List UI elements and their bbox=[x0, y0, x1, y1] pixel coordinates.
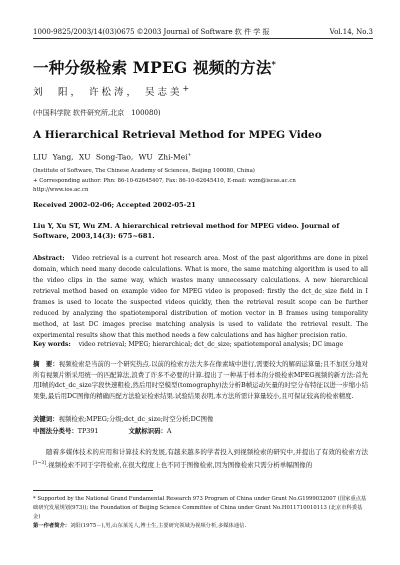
abstract-text: Video retrieval is a current hot research area. Most of the past algorithms are done in pixel domain, which need many decode calculations. What is more, the same matching algorithm is used to all the video clips in the same way, which wastes many unnecessary calculations. A new hierarchical retrieval method based on example video for MPEG video is proposed: firstly the dct_dc_size field in I frames is used to locate the suspected videos quickly, then the retrieval result scope can be further reduced by analyzing the spatiotemporal distribution of motion vector in B frames using temporality method, at last DC images precise matching analysis is used to validate the retrieval result. The experimental results show that this method needs a few calculations and has higher precision ratio. bbox=[33, 255, 368, 339]
body-paragraph: 随着多媒体技术的应用和计算技术的发展,有越来越多的学者投入到视频检索的研究中,并提出了有效的检索方法[1~3].视频检索不同于字符检索,在很大程度上也不同于图像检索,因为图像检索只需分析单幅图像的 bbox=[33, 448, 368, 470]
citation: Liu Y, Xu ST, Wu ZM. A hierarchical retrieval method for MPEG video. Journal of Software, 2003,14(3): 675~681. bbox=[33, 222, 340, 240]
keywords-text: video retrieval; MPEG; hierarchical; dct_dc_size; spatiotemporal analysis; DC image bbox=[78, 341, 344, 348]
corresponding-mark-en: + bbox=[187, 152, 192, 158]
clc-number: 中图法分类号：TP391 bbox=[33, 427, 99, 435]
reference-mark: [1~3] bbox=[33, 461, 47, 466]
funding-footnote: * Supported by the National Grand Fundamental Research 973 Program of China under Grant No.G1999032007 (国家重点基础研究发展规划(973)); the Foundation of Beijing Science Committee of China under Grant No.H011710010113 (北京市科委基金) bbox=[33, 496, 367, 520]
affiliation-chinese: (中国科学院 软件研究所,北京 100080) bbox=[33, 109, 161, 117]
journal-name: ©2003 Journal of Software 软 件 学 报 bbox=[136, 28, 270, 36]
affiliation-english bbox=[33, 167, 296, 196]
abstract-english bbox=[33, 253, 368, 341]
abstract-cn-text: 视频检索是当前的一个研究热点.以前的检索方法大多在像素域中进行,需要较大的解码运算量;且不加区分地对所有视频片断采用统一的匹配算法,浪费了许多不必要的计算.提出了一种基于样本的分级检索MPEG视频的新方法:首先用I帧的dct_dc_size字段快速粗检,然后用时空模型(tomography)法分析B帧运动矢量的时空分布特征以进一步缩小结果集,最后用DC图像的精确匹配方法验证检索结果.试验结果表明,本方法所需计算量较小,且可保证较高的检索精度. bbox=[33, 360, 368, 401]
footnote-divider bbox=[33, 490, 153, 491]
title-english: A Hierarchical Retrieval Method for MPEG Video bbox=[33, 129, 322, 141]
running-header bbox=[33, 26, 373, 39]
contact-line: + Corresponding author: Phn: 86-10-62645407, Fax: 86-10-62645410, E-mail: wzm@iscas.ac.cn bbox=[33, 177, 296, 184]
title-footnote-mark: * bbox=[271, 58, 276, 69]
authors-chinese: 刘 阳， 许松涛， 吴志美+ bbox=[33, 84, 193, 99]
keywords-cn-text: 视频检索;MPEG;分级;dct_dc_size;时空分析;DC图像 bbox=[58, 415, 214, 423]
title-chinese: 一种分级检索 MPEG 视频的方法* bbox=[33, 58, 276, 77]
corresponding-mark: + bbox=[182, 84, 193, 93]
classification-line bbox=[33, 426, 200, 435]
keywords-cn-label: 关键词： bbox=[33, 415, 59, 423]
abstract-chinese bbox=[33, 359, 368, 402]
issn-code: 1000-9825/2003/14(03)0675 bbox=[33, 28, 135, 36]
document-code: 文献标识码：A bbox=[128, 427, 172, 435]
author-bio-footnote: 第一作者简介：刘阳(1975－),男,山东莱芜人,博士生,主要研究领域为视频分析,多媒体通信. bbox=[33, 523, 247, 529]
received-dates: Received 2002-02-06; Accepted 2002-05-21 bbox=[33, 201, 196, 209]
footnotes bbox=[33, 495, 368, 531]
authors-english: LIU Yang, XU Song-Tao, WU Zhi-Mei+ bbox=[33, 152, 192, 162]
keywords-label: Key words: bbox=[33, 341, 71, 348]
institute-line: (Institute of Software, The Chinese Academy of Sciences, Beijing 100080, China) bbox=[33, 168, 255, 174]
abstract-cn-label: 摘 要： bbox=[33, 360, 59, 368]
website-link[interactable]: http://www.ios.ac.cn bbox=[33, 187, 89, 193]
keywords-english bbox=[33, 341, 343, 348]
keywords-chinese bbox=[33, 414, 213, 423]
abstract-label: Abstract: bbox=[33, 255, 65, 262]
volume-number: Vol.14, No.3 bbox=[329, 28, 373, 36]
